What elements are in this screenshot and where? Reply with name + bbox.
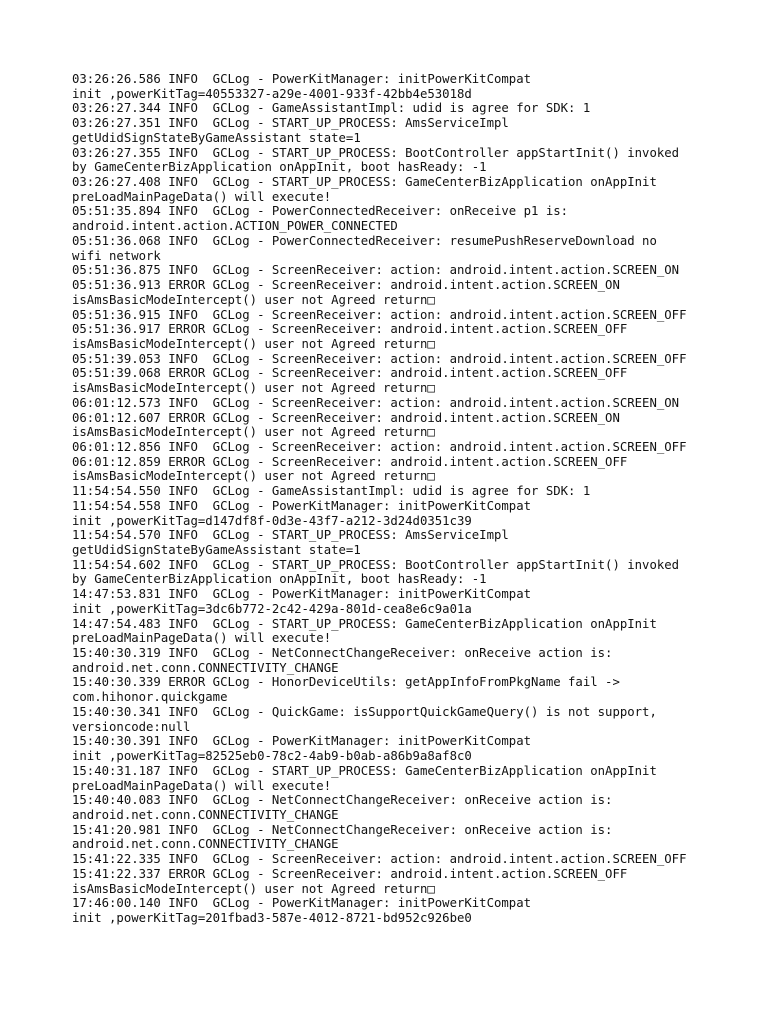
log-line: 03:26:26.586 INFO GCLog - PowerKitManager: initPowerKitCompat — [72, 72, 532, 86]
log-line: 15:40:31.187 INFO GCLog - START_UP_PROCESS: GameCenterBizApplication onAppInit — [72, 763, 657, 778]
log-line: 06:01:12.573 INFO GCLog - ScreenReceiver: action: android.intent.action.SCREEN_ON — [72, 395, 680, 410]
log-line: versioncode:null — [72, 719, 191, 734]
log-line: com.hihonor.quickgame — [72, 690, 228, 705]
log-line: preLoadMainPageData() will execute! — [72, 778, 332, 793]
log-line: isAmsBasicModeIntercept() user not Agreed return□ — [72, 425, 435, 440]
log-line: 05:51:36.915 INFO GCLog - ScreenReceiver: action: android.intent.action.SCREEN_OFF — [72, 307, 687, 322]
log-line: 05:51:36.068 INFO GCLog - PowerConnectedReceiver: resumePushReserveDownload no — [72, 233, 657, 248]
log-line: android.net.conn.CONNECTIVITY_CHANGE — [72, 660, 339, 675]
log-line: 11:54:54.570 INFO GCLog - START_UP_PROCESS: AmsServiceImpl — [72, 528, 509, 543]
log-line: 15:41:22.335 INFO GCLog - ScreenReceiver: action: android.intent.action.SCREEN_OFF — [72, 852, 687, 867]
log-line: by GameCenterBizApplication onAppInit, boot hasReady: -1 — [72, 160, 487, 175]
log-line: 03:26:27.351 INFO GCLog - START_UP_PROCESS: AmsServiceImpl — [72, 116, 509, 131]
log-line: 06:01:12.859 ERROR GCLog - ScreenReceiver: android.intent.action.SCREEN_OFF — [72, 454, 628, 469]
log-line: wifi network — [72, 248, 161, 263]
log-line: getUdidSignStateByGameAssistant state=1 — [72, 130, 361, 145]
log-line: 15:40:40.083 INFO GCLog - NetConnectChangeReceiver: onReceive action is: — [72, 793, 613, 808]
log-line: isAmsBasicModeIntercept() user not Agreed return□ — [72, 381, 435, 396]
log-line: 05:51:36.875 INFO GCLog - ScreenReceiver: action: android.intent.action.SCREEN_ON — [72, 263, 680, 278]
log-line: init ,powerKitTag=201fbad3-587e-4012-8721-bd952c926be0 — [72, 910, 472, 925]
log-line: isAmsBasicModeIntercept() user not Agreed return□ — [72, 881, 435, 896]
log-line: init ,powerKitTag=40553327-a29e-4001-933f-42bb4e53018d — [72, 86, 472, 101]
log-line: 17:46:00.140 INFO GCLog - PowerKitManager: initPowerKitCompat — [72, 896, 532, 911]
log-line: 05:51:39.068 ERROR GCLog - ScreenReceiver: android.intent.action.SCREEN_OFF — [72, 366, 628, 381]
log-line: init ,powerKitTag=82525eb0-78c2-4ab9-b0ab-a86b9a8af8c0 — [72, 749, 472, 764]
log-line: 11:54:54.602 INFO GCLog - START_UP_PROCESS: BootController appStartInit() invoked — [72, 557, 680, 572]
log-line: 15:40:30.339 ERROR GCLog - HonorDeviceUtils: getAppInfoFromPkgName fail -> — [72, 675, 620, 690]
log-line: 05:51:36.917 ERROR GCLog - ScreenReceiver: android.intent.action.SCREEN_OFF — [72, 322, 628, 337]
log-line: isAmsBasicModeIntercept() user not Agreed return□ — [72, 469, 435, 484]
log-line: getUdidSignStateByGameAssistant state=1 — [72, 543, 361, 557]
log-document — [72, 72, 752, 926]
log-line: 14:47:54.483 INFO GCLog - START_UP_PROCESS: GameCenterBizApplication onAppInit — [72, 616, 657, 631]
log-line: 15:40:30.391 INFO GCLog - PowerKitManager: initPowerKitCompat — [72, 734, 532, 749]
log-line: 15:41:22.337 ERROR GCLog - ScreenReceiver: android.intent.action.SCREEN_OFF — [72, 866, 628, 881]
log-line: 03:26:27.408 INFO GCLog - START_UP_PROCESS: GameCenterBizApplication onAppInit — [72, 175, 657, 190]
log-line: 11:54:54.558 INFO GCLog - PowerKitManager: initPowerKitCompat — [72, 498, 532, 513]
log-line: android.intent.action.ACTION_POWER_CONNECTED — [72, 219, 398, 234]
log-line: init ,powerKitTag=3dc6b772-2c42-429a-801d-cea8e6c9a01a — [72, 601, 472, 616]
log-line: android.net.conn.CONNECTIVITY_CHANGE — [72, 837, 339, 852]
log-line: 06:01:12.856 INFO GCLog - ScreenReceiver: action: android.intent.action.SCREEN_OFF — [72, 439, 687, 454]
log-line: 05:51:36.913 ERROR GCLog - ScreenReceiver: android.intent.action.SCREEN_ON — [72, 278, 620, 293]
log-line: init ,powerKitTag=d147df8f-0d3e-43f7-a212-3d24d0351c39 — [72, 513, 472, 528]
log-line: 05:51:35.894 INFO GCLog - PowerConnectedReceiver: onReceive p1 is: — [72, 204, 569, 219]
log-line: by GameCenterBizApplication onAppInit, boot hasReady: -1 — [72, 572, 487, 587]
log-line: 15:40:30.341 INFO GCLog - QuickGame: isSupportQuickGameQuery() is not support, — [72, 704, 657, 719]
log-line: 03:26:27.355 INFO GCLog - START_UP_PROCESS: BootController appStartInit() invoked — [72, 145, 680, 160]
log-line: 14:47:53.831 INFO GCLog - PowerKitManager: initPowerKitCompat — [72, 587, 532, 602]
log-lines — [72, 72, 752, 926]
log-line: 06:01:12.607 ERROR GCLog - ScreenReceiver: android.intent.action.SCREEN_ON — [72, 410, 620, 425]
log-line: 15:41:20.981 INFO GCLog - NetConnectChangeReceiver: onReceive action is: — [72, 822, 613, 837]
log-line: 03:26:27.344 INFO GCLog - GameAssistantImpl: udid is agree for SDK: 1 — [72, 101, 591, 116]
log-line: isAmsBasicModeIntercept() user not Agreed return□ — [72, 292, 435, 307]
log-line: isAmsBasicModeIntercept() user not Agreed return□ — [72, 336, 435, 351]
log-line: 11:54:54.550 INFO GCLog - GameAssistantImpl: udid is agree for SDK: 1 — [72, 484, 591, 499]
log-line: preLoadMainPageData() will execute! — [72, 631, 332, 646]
log-line: 05:51:39.053 INFO GCLog - ScreenReceiver: action: android.intent.action.SCREEN_OFF — [72, 351, 687, 366]
log-line: android.net.conn.CONNECTIVITY_CHANGE — [72, 807, 339, 822]
log-line: 15:40:30.319 INFO GCLog - NetConnectChangeReceiver: onReceive action is: — [72, 646, 613, 661]
log-line: preLoadMainPageData() will execute! — [72, 189, 332, 204]
